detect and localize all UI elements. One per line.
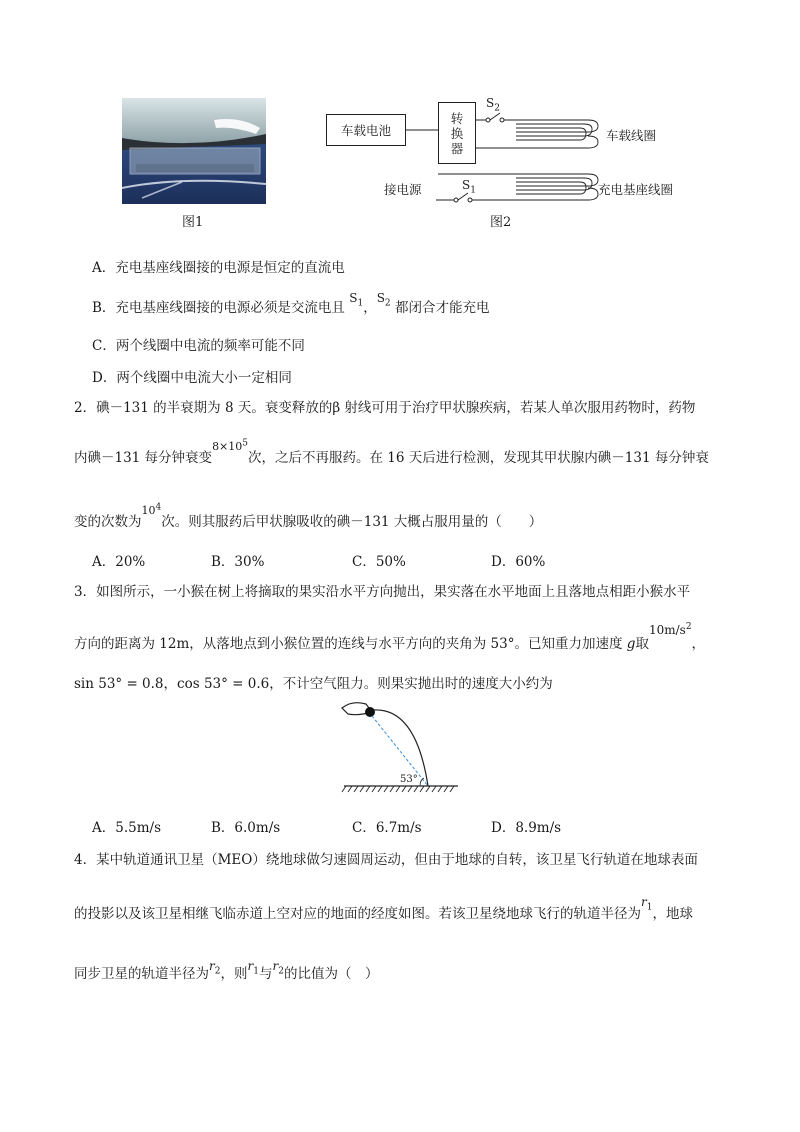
ground-hatch — [342, 786, 454, 792]
angle-arc — [420, 778, 424, 786]
s1-sub-b: 1 — [357, 298, 364, 309]
car-coil-label: 车载线圈 — [606, 128, 657, 143]
figure-2-caption: 图2 — [490, 215, 512, 230]
q4-r2b-letter: r — [272, 959, 279, 973]
q4-r1-b — [247, 959, 259, 977]
q4-r1b-letter: r — [247, 959, 254, 973]
q4-r1-letter: r — [641, 895, 647, 909]
figure-1-caption: 图1 — [182, 215, 204, 230]
q4-line-3-mid2: 与 — [258, 966, 273, 982]
q4-r2-sub: 2 — [214, 966, 221, 977]
q3-line-3 — [74, 672, 553, 692]
q3-option-b: B．6.0m/s — [211, 820, 281, 836]
q2-math-count — [142, 504, 162, 517]
q3-gravity-value-exp: 2 — [685, 622, 692, 632]
q4-line-2-pre: 的投影以及该卫星相继飞临赤道上空对应的地面的经度如图。若该卫星绕地球飞行的轨道半径为 — [74, 906, 641, 922]
s1-sub: 1 — [470, 185, 476, 196]
q3-gravity-value-base: 10m/s — [648, 623, 686, 637]
q3-line-2 — [74, 622, 706, 652]
q3-line-2-mid: 取 — [635, 636, 649, 652]
s2-letter-b: S — [376, 291, 385, 305]
q4-r1 — [641, 895, 653, 913]
q4-line-1: 4．某中轨道通讯卫星（MEO）绕地球做匀速圆周运动，但由于地球的自转，该卫星飞行轨道在地球表面 — [74, 852, 698, 868]
q3-line-2-pre: 方向的距离为 12m，从落地点到小猴位置的连线与水平方向的夹角为 53°。已知重力加速度 — [74, 636, 623, 652]
q1-option-b-comma: ， — [363, 300, 377, 316]
q1-option-c: C．两个线圈中电流的频率可能不同 — [92, 338, 305, 354]
q3-option-a: A．5.5m/s — [92, 820, 161, 836]
q4-line-3-pre: 同步卫星的轨道半径为 — [74, 966, 209, 982]
q2-option-d: D．60% — [491, 554, 546, 570]
s1-letter-b: S — [349, 291, 358, 305]
s2-letter: S — [486, 96, 495, 110]
q1-option-d: D．两个线圈中电流大小一定相同 — [92, 370, 292, 386]
switch-s1-label — [462, 178, 476, 195]
q3-gravity-value — [649, 623, 692, 637]
q3-gravity-symbol: g — [626, 636, 636, 652]
q3-line-3-post: ，不计空气阻力。则果实抛出时的速度大小约为 — [269, 676, 553, 692]
switch-s2-label — [486, 96, 500, 113]
q4-line-3-post: 的比值为（ ） — [283, 966, 379, 982]
q2-line-2-post: 次，之后不再服药。在 16 天后进行检测，发现其甲状腺内碘－131 每分钟衰 — [248, 450, 709, 466]
s1-letter: S — [462, 178, 471, 192]
q2-line-2-pre: 内碘－131 每分钟衰变 — [74, 450, 213, 466]
battery-box: 车载电池 — [326, 114, 406, 146]
base-coil-icon — [512, 174, 598, 200]
q2-line-3 — [74, 502, 543, 530]
q2-math-base: 8×10 — [212, 440, 243, 453]
car-charging-photo — [122, 98, 266, 204]
q1-option-b-text: B．充电基座线圈接的电源必须是交流电且 — [92, 300, 345, 316]
monkey-icon — [365, 707, 375, 717]
q2-line-3-pre: 变的次数为 — [74, 514, 142, 530]
q3-figure — [336, 694, 466, 796]
q1-option-b-s1 — [349, 291, 364, 309]
q3-cos-value: cos 53° = 0.6 — [177, 676, 270, 692]
q3-sep: ， — [163, 676, 178, 692]
q4-r2-letter: r — [209, 959, 215, 973]
q4-r1-sub: 1 — [646, 902, 653, 913]
q3-line-2-end: ， — [691, 636, 706, 652]
q4-line-3-mid1: ，则 — [220, 966, 248, 982]
q3-line-1: 3．如图所示，一小猴在树上将摘取的果实沿水平方向抛出，果实落在水平地面上且落地点相距小猴水平 — [74, 584, 691, 600]
q1-option-a: A．充电基座线圈接的电源是恒定的直流电 — [92, 260, 345, 276]
q3-option-c: C．6.7m/s — [352, 820, 422, 836]
converter-box — [438, 102, 476, 164]
car-coil-icon — [512, 120, 598, 148]
s2-sub: 2 — [494, 103, 500, 114]
q2-line-2 — [74, 438, 709, 466]
q2-count-exp: 4 — [155, 502, 162, 513]
converter-char-3: 器 — [450, 140, 464, 156]
q2-count-base: 10 — [141, 504, 156, 517]
q2-option-b: B．30% — [211, 554, 265, 570]
figure-1-photo — [122, 98, 266, 204]
q4-line-2 — [74, 895, 693, 924]
q4-r1b-sub: 1 — [253, 966, 259, 977]
q1-option-b — [92, 291, 490, 318]
q4-line-2-post: ，地球 — [652, 906, 693, 922]
q2-option-a: A．20% — [92, 554, 146, 570]
q2-option-c: C．50% — [352, 554, 406, 570]
converter-char-2: 换 — [450, 125, 464, 141]
q4-r2-b — [272, 959, 284, 977]
q3-angle-label: 53° — [400, 774, 418, 785]
q4-r2b-sub: 2 — [278, 966, 284, 977]
q2-math-dose — [212, 440, 248, 453]
q1-option-b-s2 — [376, 291, 391, 309]
base-coil-label: 充电基座线圈 — [598, 182, 674, 197]
s2-sub-b: 2 — [384, 298, 391, 309]
q2-line-1: 2．碘－131 的半衰期为 8 天。衰变释放的β 射线可用于治疗甲状腺疾病，若某人单次服用药物时，药物 — [74, 400, 696, 416]
q1-option-b-end: 都闭合才能充电 — [394, 300, 490, 316]
q3-sin-value: sin 53° = 0.8 — [74, 676, 164, 692]
figure-2-diagram — [326, 96, 696, 208]
q4-line-3 — [74, 959, 379, 984]
q3-option-d: D．8.9m/s — [491, 820, 562, 836]
q4-r2 — [209, 959, 221, 977]
q2-line-3-post: 次。则其服药后甲状腺吸收的碘－131 大概占服用量的（ ） — [161, 514, 543, 530]
converter-char-1: 转 — [450, 110, 464, 126]
power-label: 接电源 — [384, 182, 422, 197]
q2-math-exp: 5 — [242, 438, 249, 449]
